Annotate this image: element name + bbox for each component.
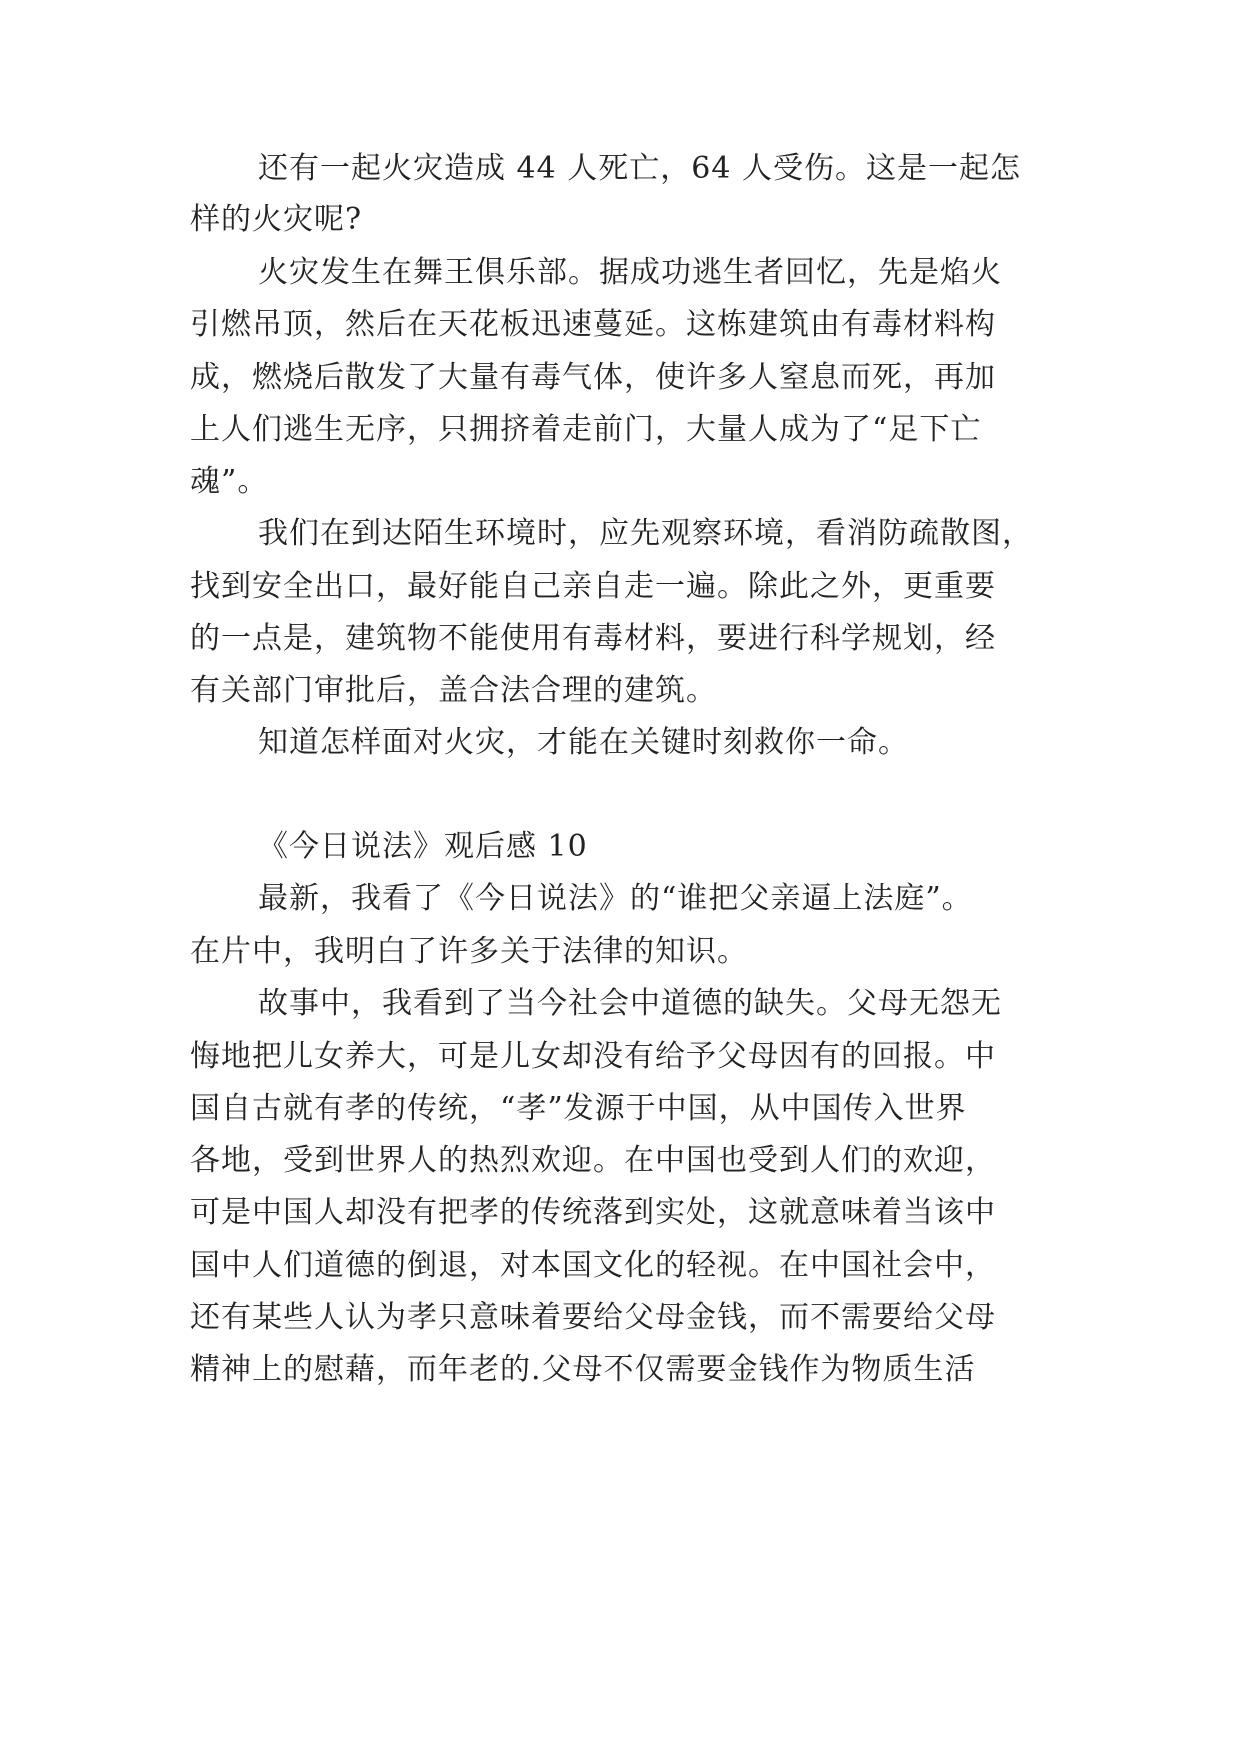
paragraph-line: 成，燃烧后散发了大量有毒气体，使许多人窒息而死，再加: [190, 360, 996, 395]
section-heading: 《今日说法》观后感 10: [258, 829, 588, 864]
paragraph-line: 样的火灾呢?: [190, 202, 363, 237]
paragraph-line: 有关部门审批后，盖合法合理的建筑。: [190, 673, 717, 708]
paragraph-line: 国自古就有孝的传统，“孝”发源于中国，从中国传入世界: [190, 1091, 967, 1126]
paragraph-line: 还有一起火灾造成 44 人死亡，64 人受伤。这是一起怎: [258, 151, 1021, 186]
paragraph-line: 精神上的慰藉，而年老的.父母不仅需要金钱作为物质生活: [190, 1352, 976, 1387]
paragraph-line: 魂”。: [190, 464, 269, 499]
paragraph-line: 引燃吊顶，然后在天花板迅速蔓延。这栋建筑由有毒材料构: [190, 307, 996, 342]
paragraph-line: 在片中，我明白了许多关于法律的知识。: [190, 934, 748, 969]
paragraph-line: 故事中，我看到了当今社会中道德的缺失。父母无怨无: [258, 986, 1002, 1021]
paragraph-line: 找到安全出口，最好能自己亲自走一遍。除此之外，更重要: [190, 569, 996, 604]
paragraph-line: 悔地把儿女养大，可是儿女却没有给予父母因有的回报。中: [190, 1039, 996, 1074]
paragraph-line: 各地，受到世界人的热烈欢迎。在中国也受到人们的欢迎，: [190, 1143, 996, 1178]
paragraph-line: 国中人们道德的倒退，对本国文化的轻视。在中国社会中，: [190, 1248, 996, 1283]
paragraph-line: 可是中国人却没有把孝的传统落到实处，这就意味着当该中: [190, 1195, 996, 1230]
paragraph-line: 最新，我看了《今日说法》的“谁把父亲逼上法庭”。: [258, 881, 973, 916]
paragraph-line: 火灾发生在舞王俱乐部。据成功逃生者回忆，先是焰火: [258, 255, 1002, 290]
paragraph-line: 知道怎样面对火灾，才能在关键时刻救你一命。: [258, 725, 909, 760]
paragraph-line: 上人们逃生无序，只拥挤着走前门，大量人成为了“足下亡: [190, 412, 982, 447]
paragraph-line: 还有某些人认为孝只意味着要给父母金钱，而不需要给父母: [190, 1300, 996, 1335]
paragraph-line: 我们在到达陌生环境时，应先观察环境，看消防疏散图，: [258, 516, 1033, 551]
paragraph-line: 的一点是，建筑物不能使用有毒材料，要进行科学规划，经: [190, 621, 996, 656]
